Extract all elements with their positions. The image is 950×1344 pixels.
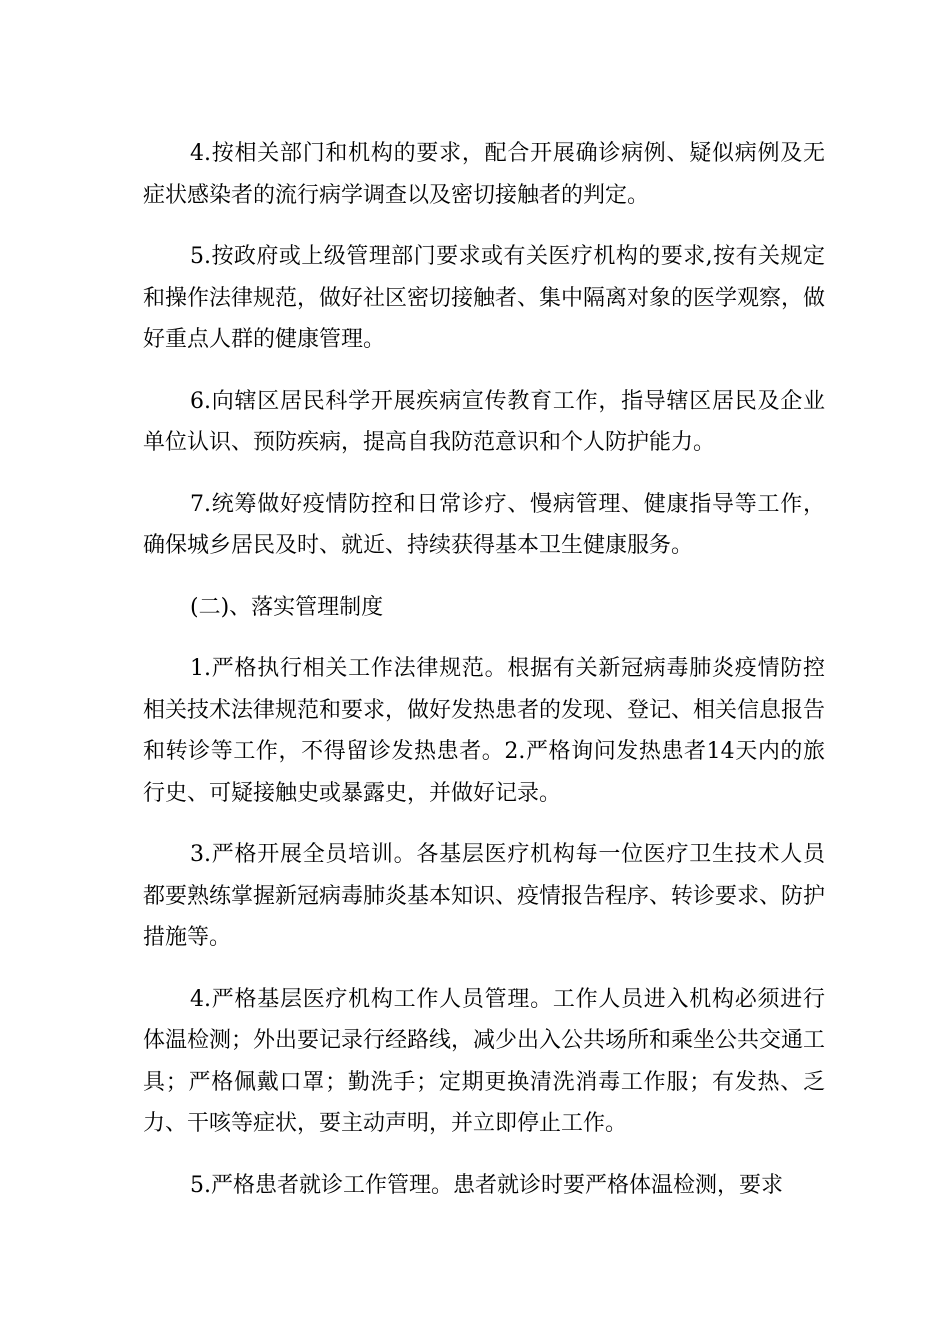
paragraph-item-6: 6.向辖区居民科学开展疾病宣传教育工作，指导辖区居民及企业单位认识、预防疾病，提高自我防范意识和个人防护能力。: [143, 388, 825, 455]
paragraph-rule-3: 3.严格开展全员培训。各基层医疗机构每一位医疗卫生技术人员都要熟练掌握新冠病毒肺炎基本知识、疫情报告程序、转诊要求、防护措施等。: [143, 842, 826, 950]
paragraph-rule-5: 5.严格患者就诊工作管理。患者就诊时要严格体温检测，要求: [190, 1172, 783, 1198]
document-body: [143, 133, 825, 1226]
paragraph-rule-4: 4.严格基层医疗机构工作人员管理。工作人员进入机构必须进行体温检测；外出要记录行经路线，减少出入公共场所和乘坐公共交通工具；严格佩戴口罩；勤洗手；定期更换清洗消毒工作服；有发热、乏力、干咳等症状，要主动声明，并立即停止工作。: [143, 986, 826, 1136]
paragraph-item-4: 4.按相关部门和机构的要求，配合开展确诊病例、疑似病例及无症状感染者的流行病学调查以及密切接触者的判定。: [143, 141, 825, 208]
section-heading: (二)、落实管理制度: [190, 594, 384, 620]
paragraph-item-7: 7.统筹做好疫情防控和日常诊疗、慢病管理、健康指导等工作，确保城乡居民及时、就近、持续获得基本卫生健康服务。: [143, 491, 825, 558]
paragraph-rule-1: 1.严格执行相关工作法律规范。根据有关新冠病毒肺炎疫情防控相关技术法律规范和要求，做好发热患者的发现、登记、相关信息报告和转诊等工作，不得留诊发热患者。2.严格询问发热患者14天内的旅行史、可疑接触史或暴露史，并做好记录。: [143, 656, 826, 806]
paragraph-item-5: 5.按政府或上级管理部门要求或有关医疗机构的要求,按有关规定和操作法律规范，做好社区密切接触者、集中隔离对象的医学观察，做好重点人群的健康管理。: [143, 244, 826, 352]
